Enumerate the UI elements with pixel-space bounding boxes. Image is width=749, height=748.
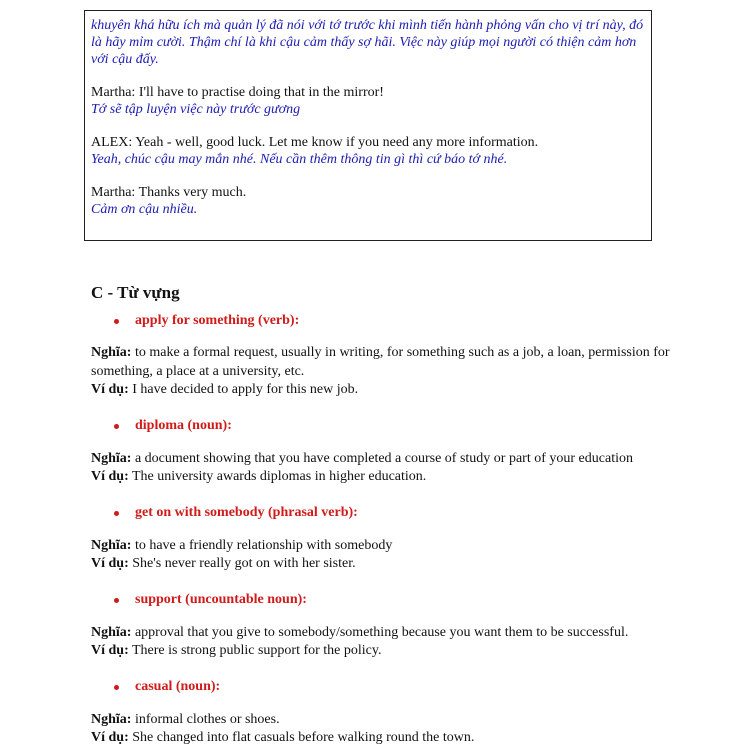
example-label: Ví dụ:	[91, 730, 129, 745]
section-title: C - Từ vựng	[91, 283, 180, 302]
vocab-meaning	[91, 450, 711, 469]
vocab-example	[91, 555, 711, 574]
example-label: Ví dụ:	[91, 469, 129, 484]
meaning-text: approval that you give to somebody/something because you want them to be successful.	[134, 624, 629, 640]
vocab-term-row	[91, 679, 711, 697]
vocab-meaning	[91, 537, 711, 556]
bullet-icon	[114, 424, 119, 429]
example-text: There is strong public support for the policy.	[131, 643, 382, 658]
meaning-label: Nghĩa:	[91, 624, 132, 640]
vocab-example	[91, 642, 711, 661]
dialog-line: Martha: I'll have to practise doing that in the mirror!	[91, 85, 384, 100]
bullet-icon	[114, 511, 119, 516]
vocab-example	[91, 729, 711, 748]
vocab-example	[91, 468, 711, 487]
bullet-icon	[114, 598, 119, 603]
example-text: She's never really got on with her sister.	[132, 556, 356, 571]
dialog-line: Martha: Thanks very much.	[91, 185, 247, 200]
meaning-label: Nghĩa:	[91, 711, 132, 727]
example-text: I have decided to apply for this new job.	[132, 382, 359, 397]
vocab-meaning	[91, 344, 711, 381]
vocabulary-section	[91, 282, 711, 748]
vocab-entry	[91, 505, 711, 574]
dialog-line: ALEX: Yeah - well, good luck. Let me know if you need any more information.	[91, 135, 539, 150]
meaning-label: Nghĩa:	[91, 450, 132, 466]
meaning-label: Nghĩa:	[91, 345, 132, 360]
example-label: Ví dụ:	[91, 556, 129, 571]
vocab-example	[91, 381, 711, 400]
bullet-icon	[114, 319, 119, 324]
vocab-term: diploma (noun):	[135, 418, 232, 434]
vocab-entry	[91, 312, 711, 400]
bullet-icon	[114, 685, 119, 690]
spacer	[91, 68, 645, 84]
dialog-translation: khuyên khá hữu ích mà quản lý đã nói với tớ trước khi mình tiến hành phỏng vấn cho vị trí này, đó là hãy mỉm cười. Thậm chí là khi cậu cảm thấy sợ hãi. Việc này giúp mọi người có thiện cảm hơn với cậu đấy.	[91, 18, 644, 67]
spacer	[91, 118, 645, 134]
meaning-text: to make a formal request, usually in writing, for something such as a job, a loan, permission for something, a place at a university, etc.	[91, 345, 670, 379]
vocab-term: casual (noun):	[135, 679, 221, 695]
vocab-term-row	[91, 418, 711, 436]
vocab-term-row	[91, 505, 711, 523]
dialog-translation: Cảm ơn cậu nhiều.	[91, 202, 198, 217]
meaning-text: a document showing that you have completed a course of study or part of your education	[134, 450, 633, 466]
vocab-term-row	[91, 312, 711, 330]
dialogue-box	[84, 10, 652, 241]
meaning-text: informal clothes or shoes.	[134, 711, 280, 727]
example-label: Ví dụ:	[91, 643, 129, 658]
meaning-label: Nghĩa:	[91, 537, 132, 553]
example-label: Ví dụ:	[91, 382, 129, 397]
vocab-term: support (uncountable noun):	[135, 592, 307, 608]
example-text: She changed into flat casuals before walking round the town.	[132, 730, 475, 745]
vocab-meaning	[91, 711, 711, 730]
vocab-term: apply for something (verb):	[135, 312, 300, 328]
dialog-translation: Yeah, chúc cậu may mắn nhé. Nếu cần thêm thông tin gì thì cứ báo tớ nhé.	[91, 152, 508, 167]
vocab-term-row	[91, 592, 711, 610]
vocab-term: get on with somebody (phrasal verb):	[135, 505, 358, 521]
vocab-entry	[91, 418, 711, 487]
example-text: The university awards diplomas in higher education.	[131, 469, 427, 484]
spacer	[91, 168, 645, 184]
vocab-entry	[91, 679, 711, 748]
dialog-translation: Tớ sẽ tập luyện việc này trước gương	[91, 102, 301, 117]
vocab-meaning	[91, 624, 711, 643]
vocab-entry	[91, 592, 711, 661]
meaning-text: to have a friendly relationship with somebody	[134, 537, 393, 553]
